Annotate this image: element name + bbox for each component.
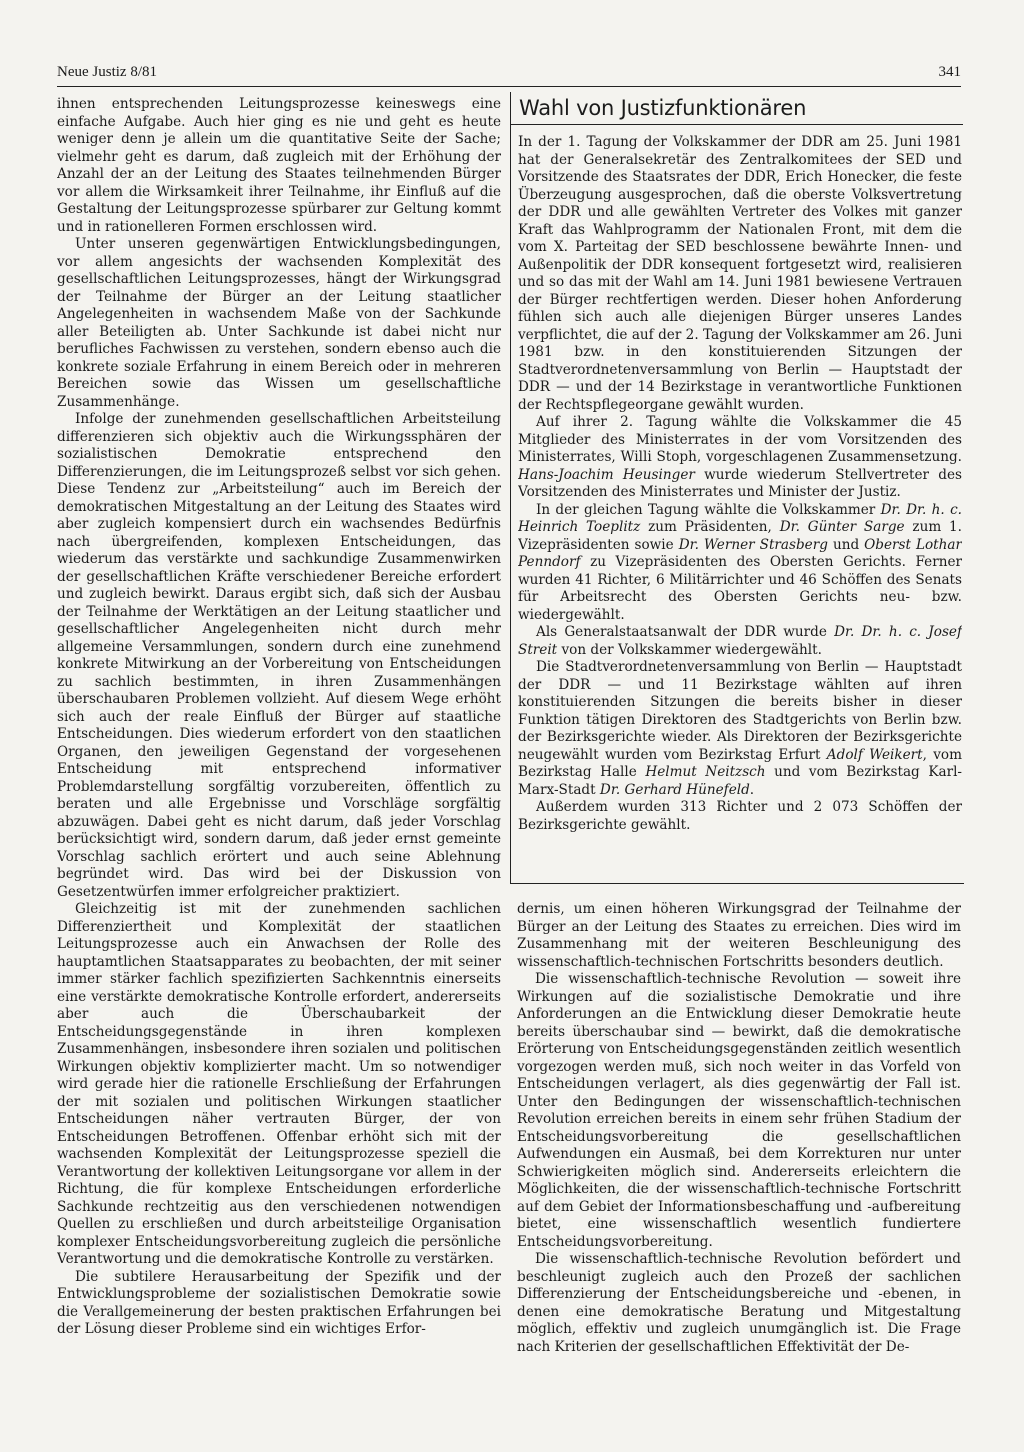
journal-issue: Neue Justiz 8/81	[57, 64, 157, 80]
text-run: zum Präsidenten,	[648, 519, 772, 535]
paragraph: Die subtilere Herausarbeitung der Spezifik und der Entwicklungsprobleme der sozialistischen Demokratie sowie die Verallgemeinerung der besten praktischen Erfahrungen bei der Lösung dieser Probleme sind ein wichtiges Erfor-	[57, 1268, 501, 1337]
text-run: Auf ihrer 2. Tagung wählte die Volkskammer die 45 Mitglieder des Ministerrates in der vom Vorsitzenden des Ministerrates, Willi Stoph, vorgeschlagenen Zusammensetzung.	[518, 414, 962, 465]
text-run: von der Volkskammer wiedergewählt.	[561, 641, 822, 658]
left-column	[57, 96, 501, 1416]
paragraph: Gleichzeitig ist mit der zunehmenden sachlichen Differenziertheit und Komplexität der staatlichen Leitungsprozesse auch ein Anwachsen der Rolle des hauptamtlichen Staatsapparates zu beobachten, der mit seiner immer stärker fachlich spezifizierten Sachkenntnis einerseits eine verstärkte demokratische Kontrolle erfordert, andererseits aber auch die Überschaubarkeit der Entscheidungsgegenstände in ihren komplexen Zusammenhängen, insbesondere ihren sozialen und politischen Wirkungen objektiv komplizierter macht. Um so notwendiger wird gerade hier die rationelle Erschließung der Erfahrungen der mit sozialen und politischen Wirkungen staatlicher Entscheidungen näher vertrauten Bürger, der von Entscheidungen Betroffenen. Offenbar erhöht sich mit der wachsenden Komplexität der Leitungsprozesse speziell die Verantwortung der kollektiven Leitungsorgane vor allem in der Richtung, die für komplexe Entscheidungen erforderliche Sachkunde rechtzeitig aus den verschiedenen notwendigen Quellen zu erschließen und durch arbeitsteilige Organisation komplexer Entscheidungsvorbereitung zugleich die persönliche Verantwortung und die demokratische Kontrolle zu verstärken.	[57, 901, 501, 1267]
person-name: Dr. Dr. h. c. Heinrich Toeplitz	[518, 501, 962, 535]
person-name: Hans-Joachim Heusinger	[518, 466, 695, 483]
box-paragraph	[518, 659, 962, 799]
header-rule	[57, 86, 961, 87]
person-name: Oberst Lothar Penndorf	[518, 536, 962, 570]
person-name: Dr. Gerhard Hünefeld	[599, 781, 750, 798]
box-body	[518, 134, 962, 874]
box-paragraph	[518, 624, 962, 659]
person-name: Dr. Günter Sarge	[779, 519, 905, 535]
page-number: 341	[938, 64, 961, 80]
text-run: zum 1. Vizepräsidenten sowie	[518, 519, 962, 553]
box-paragraph	[518, 414, 962, 502]
box-paragraph: Außerdem wurden 313 Richter und 2 073 Schöffen der Bezirksgerichte gewählt.	[518, 799, 962, 833]
box-paragraph	[518, 502, 962, 625]
box-paragraph: In der 1. Tagung der Volkskammer der DDR am 25. Juni 1981 hat der Generalsekretär des Zentralkomitees der SED und Vorsitzende des Staatsrates der DDR, Erich Honecker, die feste Überzeugung ausgesprochen, daß die oberste Volksvertretung der DDR und alle gewählten Vertreter des Volkes mit ganzer Kraft das Wahlprogramm der Nationalen Front, mit dem die vom X. Parteitag der SED beschlossene bewährte Innen- und Außenpolitik der DDR konsequent fortgesetzt wird, realisieren und so das mit der Wahl am 14. Juni 1981 bewiesene Vertrauen der Bürger rechtfertigen werden. Dieser hohen Anforderung fühlen sich auch alle diejenigen Bürger unseres Landes verpflichtet, die auf der 2. Tagung der Volkskammer am 26. Juni 1981 bzw. in den konstituierenden Sitzungen der Stadtverordnetenversammlung von Berlin — Hauptstadt der DDR — und der 14 Bezirkstage in verantwortliche Funktionen der Rechtspflegeorgane gewählt wurden.	[518, 134, 962, 413]
text-run: , vom Bezirkstag Halle	[518, 746, 962, 780]
paragraph: Die wissenschaftlich-technische Revolution befördert und beschleunigt zugleich auch den Prozeß der sachlichen Differenzierung der Entscheidungsbereiche und -ebenen, in denen eine demokratische Beratung und Mitgestaltung möglich, effektiv und zugleich unumgänglich ist. Die Frage nach Kriterien der gesellschaftlichen Effektivität der De-	[517, 1251, 961, 1355]
box-title: Wahl von Justizfunktionären	[519, 96, 807, 120]
text-run: In der gleichen Tagung wählte die Volkskammer	[536, 501, 876, 518]
text-run: und vom Bezirkstag Karl-Marx-Stadt	[518, 764, 962, 798]
text-run: und	[832, 536, 860, 553]
page-header	[57, 64, 961, 86]
text-run: zu Vizepräsidenten des Obersten Gerichts. Ferner wurden 41 Richter, 6 Militärrichter und 46 Schöffen des Senats für Arbeitsrecht des Obersten Gerichts neu- bzw. wiedergewählt.	[518, 554, 962, 623]
box-title-rule	[511, 124, 963, 125]
paragraph: ihnen entsprechenden Leitungsprozesse keineswegs eine einfache Aufgabe. Auch hier ging es nie und geht es heute weniger denn je allein um die quantitative Seite der Sache; vielmehr geht es darum, daß zugleich mit der Erhöhung der Anzahl der an der Leitung des Staates teilnehmenden Bürger vor allem die Wirksamkeit ihrer Teilnahme, ihr Einfluß auf die Gestaltung der Leitungsprozesse spürbarer zur Geltung kommt und in rationelleren Formen erschlossen wird.	[57, 96, 501, 235]
text-run: Die Stadtverordnetenversammlung von Berlin — Hauptstadt der DDR — und 11 Bezirkstage wählten auf ihren konstituierenden Sitzungen die bereits bisher in dieser Funktion tätigen Direktoren des Stadtgerichts von Berlin bzw. der Bezirksgerichte wieder. Als Direktoren der Bezirksgerichte neugewählt wurden vom Bezirkstag Erfurt	[518, 659, 962, 763]
right-column	[517, 901, 961, 1421]
text-run: .	[749, 781, 755, 798]
person-name: Dr. Werner Strasberg	[678, 536, 828, 553]
news-box	[510, 92, 964, 884]
paragraph: Infolge der zunehmenden gesellschaftlichen Arbeitsteilung differenzieren sich objektiv auch die Wirkungssphären der sozialistischen Demokratie entsprechend den Differenzierungen, die im Leitungsprozeß selbst vor sich gehen. Diese Tendenz zur „Arbeitsteilung“ auch im Bereich der demokratischen Mitgestaltung an der Leitung des Staates wird aber zugleich kompensiert durch ein wachsendes Bedürfnis nach übergreifenden, komplexen Entscheidungen, das wiederum das verstärkte und sachkundige Zusammenwirken der gesellschaftlichen Kräfte verschiedener Bereiche erfordert und zugleich bewirkt. Daraus ergibt sich, daß sich der Ausbau der Teilnahme der Werktätigen an der Leitung staatlicher und gesellschaftlicher Angelegenheiten nicht durch mehr allgemeine Versammlungen, sondern durch eine zunehmend konkrete Mitwirkung an der Vorbereitung von Entscheidungen zu sachlich bestimmten, in ihren Zusammenhängen überschaubaren Problemen vollzieht. Auf diesem Wege erhöht sich auch der reale Einfluß der Bürger auf staatliche Entscheidungen. Dies wiederum erfordert von den staatlichen Organen, den jeweiligen Gegenstand der vorgesehenen Entscheidung mit entsprechend informativer Problemdarstellung sorgfältig vorzubereiten, öffentlich zu beraten und alle Ergebnisse und Vorschläge sorgfältig abzuwägen. Dabei geht es nicht darum, daß jeder Vorschlag berücksichtigt wird, sondern darum, daß jeder ernst gemeinte Vorschlag sachlich erörtert und auch seine Ablehnung begründet wird. Das wird bei der Diskussion von Gesetzentwürfen immer erfolgreicher praktiziert.	[57, 411, 501, 900]
person-name: Adolf Weikert	[826, 746, 923, 763]
text-run: wurde wiederum Stellvertreter des Vorsitzenden des Ministerrates und Minister der Justiz.	[518, 466, 962, 500]
paragraph: Die wissenschaftlich-technische Revolution — soweit ihre Wirkungen auf die sozialistische Demokratie und ihre Anforderungen an die Entwicklung dieser Demokratie heute bereits überschaubar sind — bewirkt, daß die demokratische Erörterung von Entscheidungsgegenständen zeitlich wesentlich vorgezogen werden muß, sich noch weiter in das Vorfeld von Entscheidungen verlagert, als dies gegenwärtig der Fall ist. Unter den Bedingungen der wissenschaftlich-technischen Revolution erreichen bereits in einem sehr frühen Stadium der Entscheidungsvorbereitung die gesellschaftlichen Aufwendungen ein Ausmaß, bei dem Korrekturen nur unter Schwierigkeiten möglich sind. Andererseits erleichtern die Möglichkeiten, die der wissenschaftlich-technische Fortschritt auf dem Gebiet der Informationsbeschaffung und -aufbereitung bietet, eine wissenschaftlich wesentlich fundiertere Entscheidungsvorbereitung.	[517, 971, 961, 1250]
paragraph: Unter unseren gegenwärtigen Entwicklungsbedingungen, vor allem angesichts der wachsenden Komplexität des gesellschaftlichen Leitungsprozesses, hängt der Wirkungsgrad der Teilnahme der Bürger an der Leitung staatlicher Angelegenheiten in wachsendem Maße von der Sachkunde aller Beteiligten ab. Unter Sachkunde ist dabei nicht nur berufliches Fachwissen zu verstehen, sondern ebenso auch die konkrete soziale Erfahrung in einem Bereich oder in mehreren Bereichen sowie das Wissen um gesellschaftliche Zusammenhänge.	[57, 236, 501, 410]
person-name: Helmut Neitzsch	[645, 764, 766, 780]
person-name: Dr. Dr. h. c. Josef Streit	[518, 624, 962, 658]
paragraph: dernis, um einen höheren Wirkungsgrad der Teilnahme der Bürger an der Leitung des Staates zu erreichen. Dies wird im Zusammenhang mit der weiteren Beschleunigung des wissenschaftlich-technischen Fortschritts besonders deutlich.	[517, 901, 961, 970]
text-run: Als Generalstaatsanwalt der DDR wurde	[536, 624, 827, 640]
